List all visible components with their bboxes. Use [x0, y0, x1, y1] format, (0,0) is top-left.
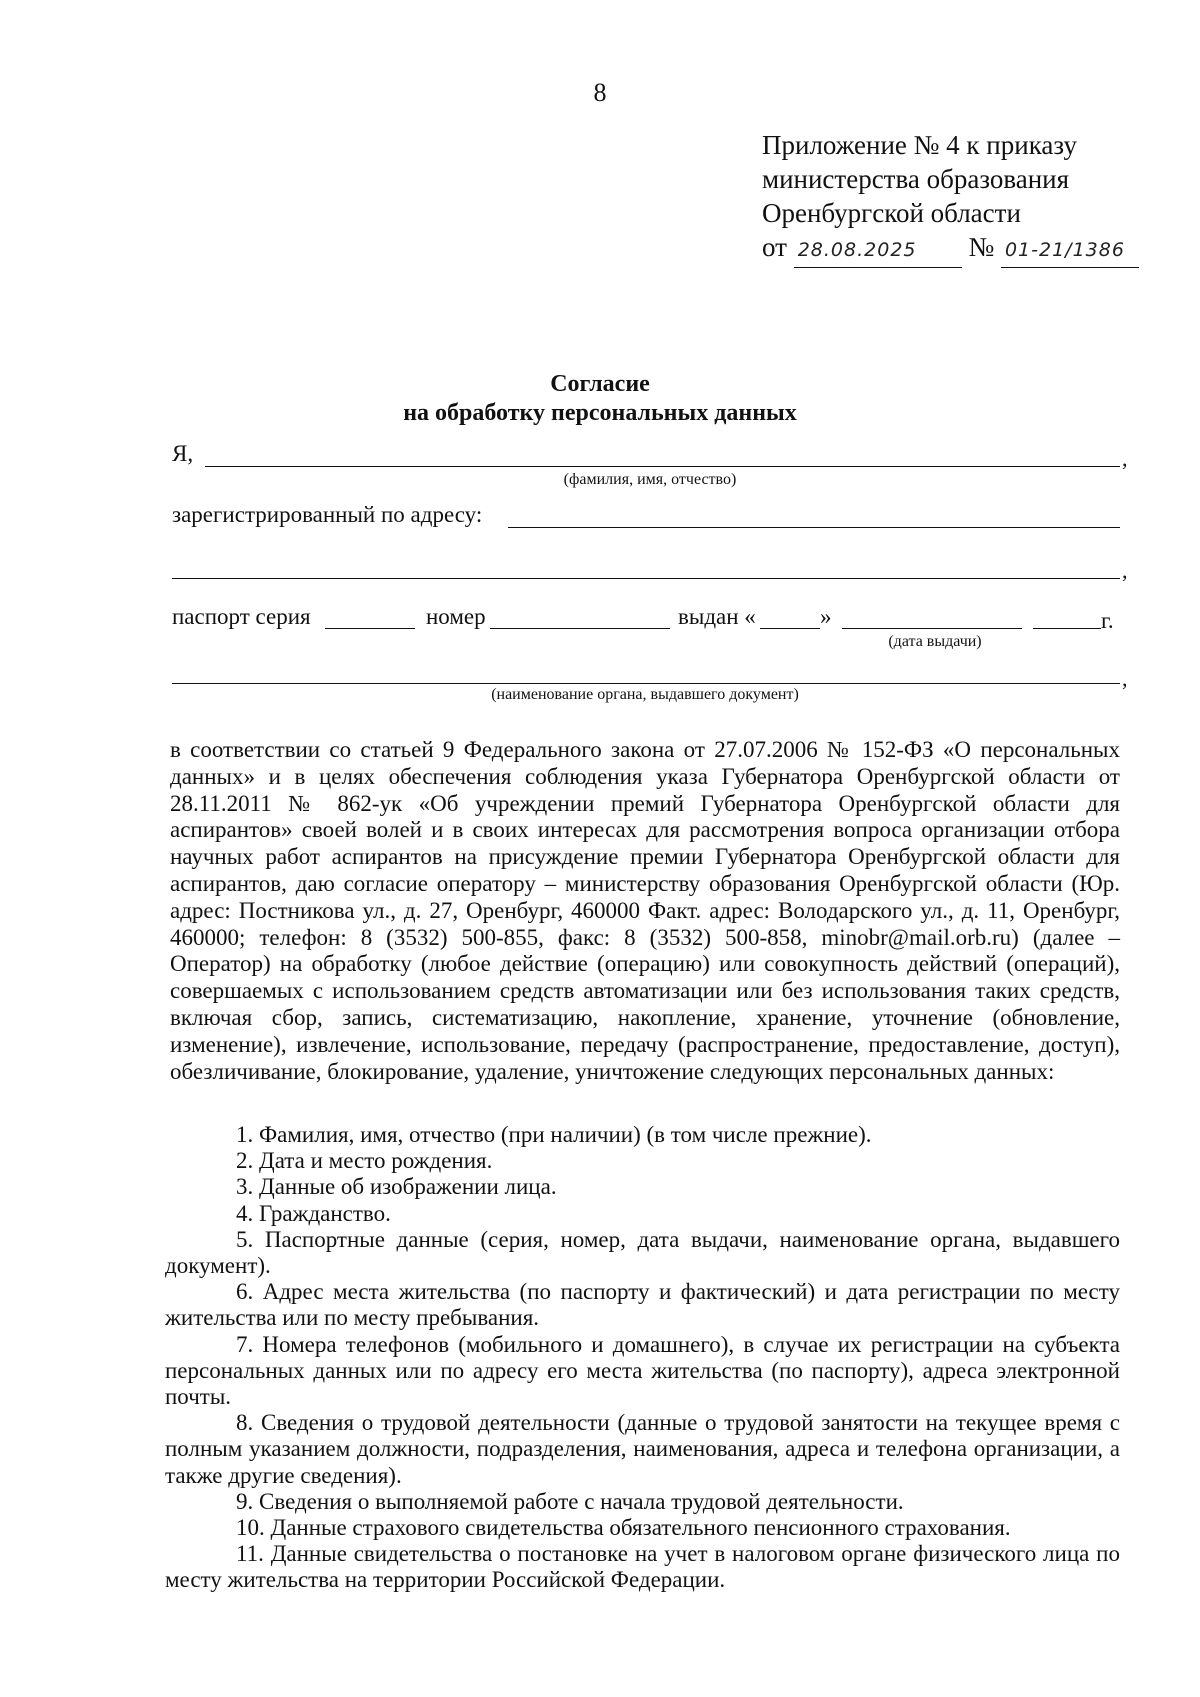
appendix-line-1: Приложение № 4 к приказу — [762, 130, 1077, 160]
appendix-line-3: Оренбургской области — [762, 198, 1021, 228]
passport-number-line[interactable] — [490, 628, 670, 629]
page-number: 8 — [593, 78, 607, 107]
fio-hint: (фамилия, имя, отчество) — [563, 471, 737, 488]
issue-date-hint: (дата выдачи) — [888, 633, 982, 650]
address-line-2[interactable] — [172, 578, 1120, 579]
list-item: 5. Паспортные данные (серия, номер, дата выдачи, наименование органа, выдавшего документ). — [165, 1226, 1120, 1279]
list-item: 11. Данные свидетельства о постановке на учет в налоговом органе физического лица по месту жительства на территории Российской Федерации. — [165, 1541, 1120, 1593]
list-item: 10. Данные страхового свидетельства обязательного пенсионного страхования. — [236, 1515, 1011, 1541]
year-suffix: г. — [1101, 608, 1114, 633]
appendix-header — [762, 128, 1162, 268]
passport-series-label: паспорт серия — [172, 604, 311, 629]
consent-body — [170, 737, 1120, 1085]
list-item: 3. Данные об изображении лица. — [236, 1174, 557, 1200]
handwritten-date: 28.08.2025 — [794, 233, 962, 268]
issuer-hint: (наименование органа, выдавшего документ) — [491, 686, 799, 703]
issuer-line[interactable] — [172, 683, 1120, 684]
issued-close-quote: » — [820, 604, 832, 629]
personal-data-list — [165, 1122, 1120, 1594]
list-item: 9. Сведения о выполняемой работе с начала трудовой деятельности. — [236, 1488, 904, 1514]
list-item: 2. Дата и место рождения. — [236, 1148, 493, 1174]
issued-year-line[interactable] — [1033, 628, 1101, 629]
appendix-date-number-line — [762, 230, 1162, 268]
issuer-comma: , — [1122, 666, 1128, 691]
fio-comma: , — [1122, 446, 1128, 471]
handwritten-number: 01-21/1386 — [1001, 233, 1139, 268]
list-item: 8. Сведения о трудовой деятельности (данные о трудовой занятости на текущее время с полным указанием должности, подразделения, наименования, адреса и телефона организации, а также другие сведения). — [165, 1410, 1120, 1488]
address-comma: , — [1122, 558, 1128, 583]
i-label: Я, — [172, 441, 194, 466]
number-prefix: № — [968, 232, 995, 262]
passport-number-label: номер — [426, 604, 486, 629]
list-item: 4. Гражданство. — [236, 1200, 391, 1226]
list-item: 6. Адрес места жительства (по паспорту и фактический) и дата регистрации по месту жительства или по месту пребывания. — [165, 1279, 1120, 1331]
document-title — [0, 370, 1200, 428]
title-line-2: на обработку персональных данных — [403, 400, 797, 426]
address-label: зарегистрированный по адресу: — [172, 502, 483, 527]
list-item: 7. Номера телефонов (мобильного и домашнего), в случае их регистрации на субъекта персональных данных или по адресу его места жительства (по паспорту), адреса электронной почты. — [165, 1331, 1120, 1410]
appendix-line-2: министерства образования — [762, 164, 1070, 194]
issued-day-line[interactable] — [760, 628, 820, 629]
consent-paragraph: в соответствии со статьей 9 Федерального закона от 27.07.2006 № 152-ФЗ «О персональных данных» и в целях обеспечения соблюдения указа Губернатора Оренбургской области от 28.11.2011 № 862-ук «Об учреждении премий Губернатора Оренбургской области для аспирантов» своей волей и в своих интересах для рассмотрения вопроса организации отбора научных работ аспирантов на присуждение премии Губернатора Оренбургской области для аспирантов, даю согласие оператору – министерству образования Оренбургской области (Юр. адрес: Постникова ул., д. 27, Оренбург, 460000 Факт. адрес: Володарского ул., д. 11, Оренбург, 460000; телефон: 8 (3532) 500-855, факс: 8 (3532) 500-858, minobr@mail.orb.ru) (далее – Оператор) на обработку (любое действие (операцию) или совокупность действий (операций), совершаемых с использованием средств автоматизации или без использования таких средств, включая сбор, запись, систематизацию, накопление, хранение, уточнение (обновление, изменение), извлечение, использование, передачу (распространение, предоставление, доступ), обезличивание, блокирование, удаление, уничтожение следующих персональных данных: — [170, 737, 1120, 1084]
date-prefix: от — [762, 232, 787, 262]
address-line-1[interactable] — [508, 527, 1120, 528]
title-line-1: Согласие — [550, 371, 650, 397]
fio-line[interactable] — [205, 466, 1120, 467]
issued-label: выдан « — [678, 604, 756, 629]
list-item: 1. Фамилия, имя, отчество (при наличии) (в том числе прежние). — [236, 1122, 872, 1147]
issued-month-line[interactable] — [842, 628, 1022, 629]
passport-series-line[interactable] — [325, 628, 415, 629]
